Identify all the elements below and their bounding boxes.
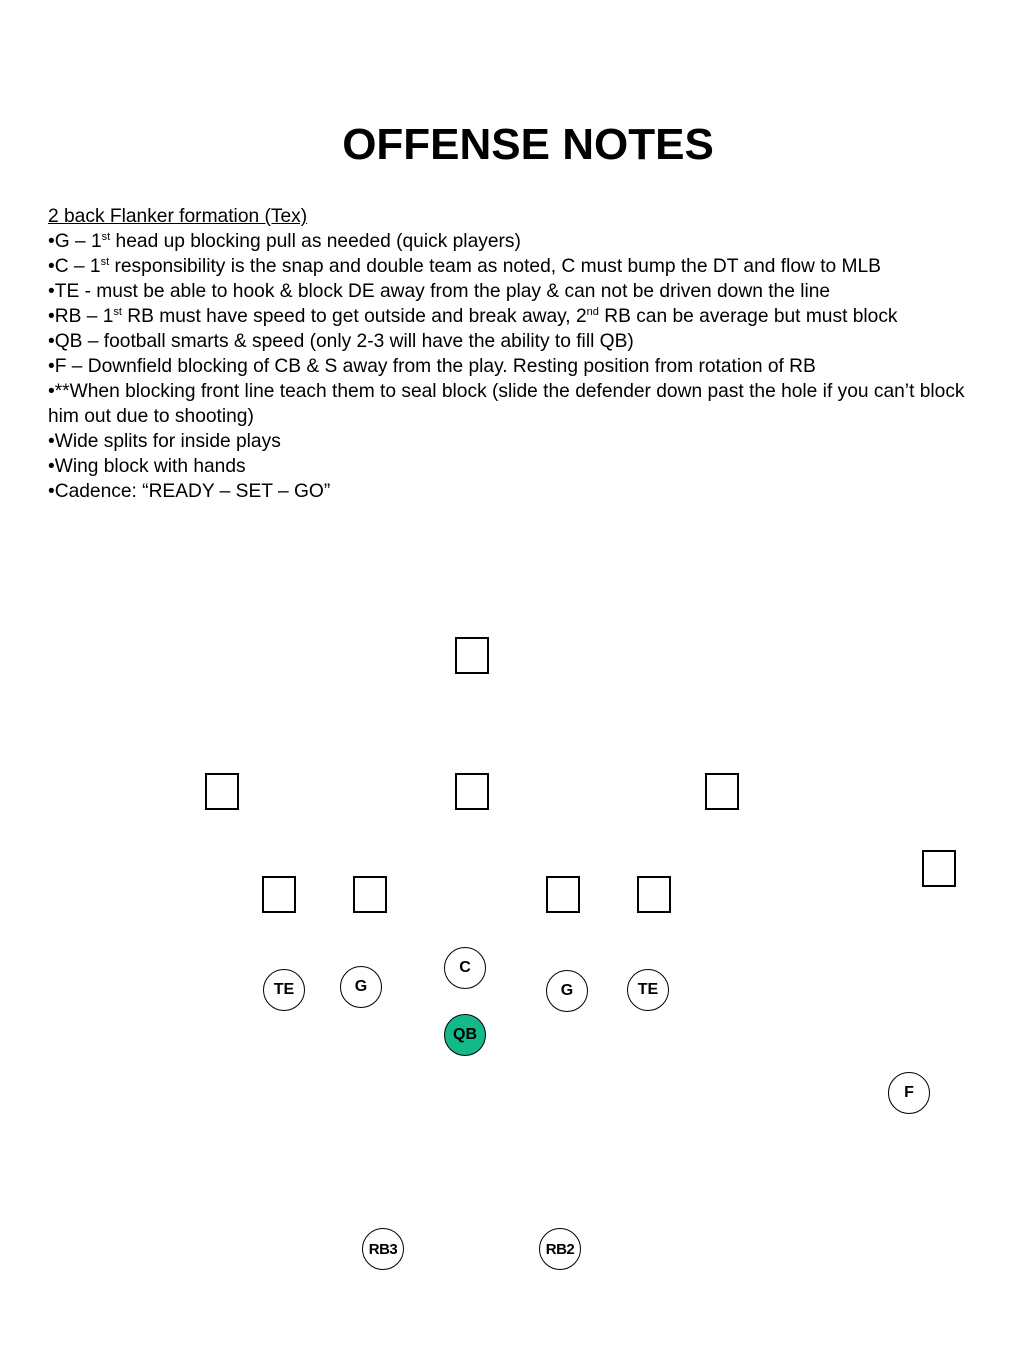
note-wide-splits: •Wide splits for inside plays [48, 431, 281, 452]
defender-lineman-1 [262, 876, 296, 913]
defender-linebacker-right [705, 773, 739, 810]
player-guard-left: G [340, 966, 382, 1008]
defender-lineman-2 [353, 876, 387, 913]
note-seal-block: •**When blocking front line teach them to seal block (slide the defender down past the hole if you can’t block him out due to shooting) [48, 381, 965, 427]
player-flanker: F [888, 1072, 930, 1114]
note-cadence: •Cadence: “READY – SET – GO” [48, 481, 331, 502]
player-tight-end-right: TE [627, 969, 669, 1011]
note-rb-sup-2: nd [586, 306, 599, 318]
note-guard-text: •G – 1 [48, 231, 102, 252]
page-title: OFFENSE NOTES [342, 120, 714, 169]
note-flanker: •F – Downfield blocking of CB & S away from the play. Resting position from rotation of RB [48, 356, 816, 377]
defender-linebacker-left [205, 773, 239, 810]
note-center-text-2: responsibility is the snap and double team as noted, C must bump the DT and flow to MLB [109, 256, 881, 277]
defender-lineman-4 [637, 876, 671, 913]
player-guard-right: G [546, 970, 588, 1012]
formation-subhead: 2 back Flanker formation (Tex) [48, 206, 308, 227]
defender-cornerback-right [922, 850, 956, 887]
note-guard-text-2: head up blocking pull as needed (quick players) [110, 231, 521, 252]
note-rb-text: •RB – 1 [48, 306, 114, 327]
defender-safety [455, 637, 489, 674]
player-rb3: RB3 [362, 1228, 404, 1270]
player-rb2: RB2 [539, 1228, 581, 1270]
note-rb-text-2: RB must have speed to get outside and break away, 2 [121, 306, 587, 327]
note-quarterback: •QB – football smarts & speed (only 2-3 will have the ability to fill QB) [48, 331, 634, 352]
defender-linebacker-middle [455, 773, 489, 810]
note-guard-sup: st [101, 231, 111, 243]
note-center-sup: st [100, 256, 110, 268]
defender-lineman-3 [546, 876, 580, 913]
note-rb-sup-1: st [113, 306, 122, 318]
player-center: C [444, 947, 486, 989]
note-wing-block: •Wing block with hands [48, 456, 246, 477]
player-quarterback: QB [444, 1014, 486, 1056]
note-rb-text-3: RB can be average but must block [598, 306, 898, 327]
note-tight-end: •TE - must be able to hook & block DE away from the play & can not be driven down the line [48, 281, 831, 302]
player-tight-end-left: TE [263, 969, 305, 1011]
note-center-text: •C – 1 [48, 256, 101, 277]
